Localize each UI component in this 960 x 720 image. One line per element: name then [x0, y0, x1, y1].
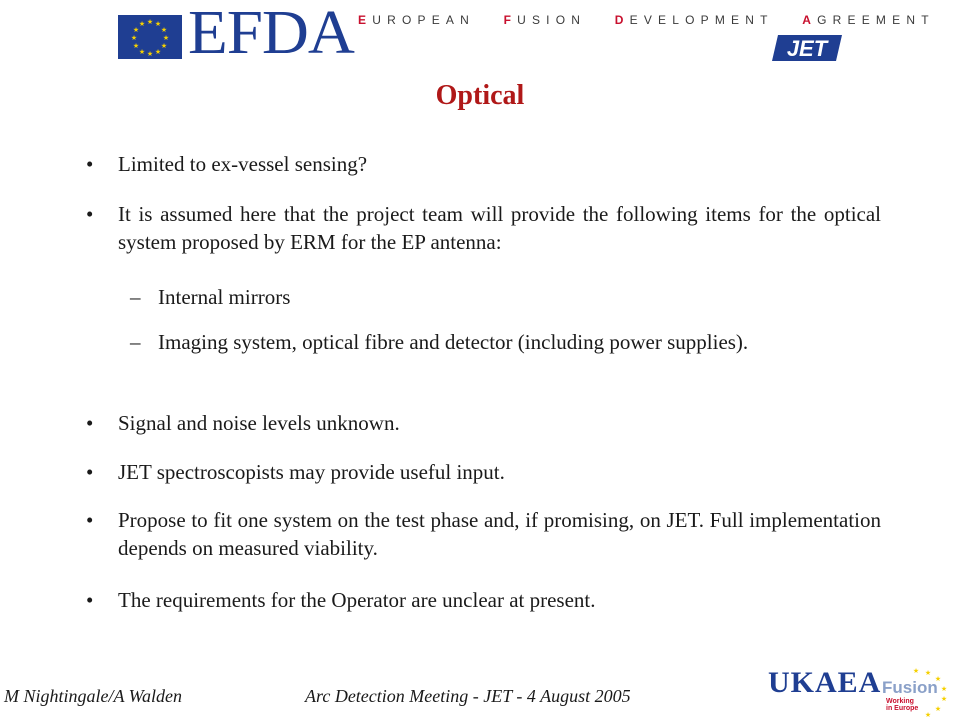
slide-title: Optical [435, 80, 525, 111]
svg-text:★: ★ [154, 20, 162, 28]
footer-authors: M Nightingale/A Walden [4, 686, 182, 706]
dash-marker: – [130, 330, 141, 354]
efda-tagline [358, 13, 935, 27]
bullet-text: Signal and noise levels unknown. [118, 411, 400, 435]
bullet-text: Limited to ex-vessel sensing? [118, 152, 368, 176]
bullet-marker: • [86, 411, 94, 435]
svg-text:JET: JET [786, 36, 828, 61]
fusion-subtitle: Working in Europe [886, 698, 919, 712]
bullet-item [80, 586, 881, 614]
svg-text:★: ★ [138, 48, 146, 56]
svg-text:★: ★ [924, 711, 932, 718]
bullet-item [80, 200, 881, 256]
svg-text:★: ★ [162, 34, 170, 42]
dash-marker: – [130, 285, 141, 309]
svg-text:★: ★ [138, 20, 146, 28]
sub-bullet-item [80, 283, 881, 311]
bullet-text: Propose to fit one system on the test phase and, if promising, on JET. Full implementation depends on measured viability. [118, 508, 881, 560]
bullet-item [80, 506, 881, 562]
sub-bullet-text: Internal mirrors [158, 285, 291, 309]
svg-text:★: ★ [160, 42, 168, 50]
bullet-marker: • [86, 460, 94, 484]
svg-text:★: ★ [912, 667, 920, 675]
svg-text:★: ★ [934, 705, 942, 713]
svg-text:★: ★ [130, 34, 138, 42]
svg-text:★: ★ [940, 685, 948, 693]
svg-text:★: ★ [940, 695, 948, 703]
bullet-text: The requirements for the Operator are unclear at present. [118, 588, 596, 612]
svg-text:★: ★ [146, 50, 154, 58]
tagline-word-2: FUSION [503, 13, 587, 27]
fusion-logo-text: Fusion [882, 678, 938, 697]
sub-bullet-item [80, 328, 881, 356]
svg-text:★: ★ [924, 669, 932, 677]
svg-text:★: ★ [934, 675, 942, 683]
ukaea-logo-text: UKAEA [768, 666, 882, 699]
svg-text:★: ★ [132, 26, 140, 34]
slide-header [0, 0, 960, 80]
bullet-item [80, 150, 881, 178]
footer-meeting: Arc Detection Meeting - JET - 4 August 2005 [305, 686, 631, 706]
svg-text:★: ★ [132, 42, 140, 50]
sub-bullet-text: Imaging system, optical fibre and detector (including power supplies). [158, 330, 749, 354]
svg-text:★: ★ [146, 18, 154, 26]
bullet-marker: • [86, 152, 94, 176]
svg-text:★: ★ [154, 48, 162, 56]
eu-flag-icon [118, 15, 182, 59]
bullet-marker: • [86, 202, 94, 226]
jet-logo-icon [772, 33, 842, 63]
bullet-marker: • [86, 508, 94, 532]
tagline-word-3: DEVELOPMENT [614, 13, 774, 27]
bullet-text: JET spectroscopists may provide useful input. [118, 460, 505, 484]
tagline-word-1: EUROPEAN [358, 13, 475, 27]
bullet-text: It is assumed here that the project team will provide the following items for the optical system proposed by ERM for the EP antenna: [118, 202, 881, 254]
tagline-word-4: AGREEMENT [802, 13, 935, 27]
bullet-item [80, 409, 881, 437]
efda-logo-text: EFDA [188, 0, 354, 67]
bullet-marker: • [86, 588, 94, 612]
bullet-item [80, 458, 881, 486]
svg-text:★: ★ [160, 26, 168, 34]
